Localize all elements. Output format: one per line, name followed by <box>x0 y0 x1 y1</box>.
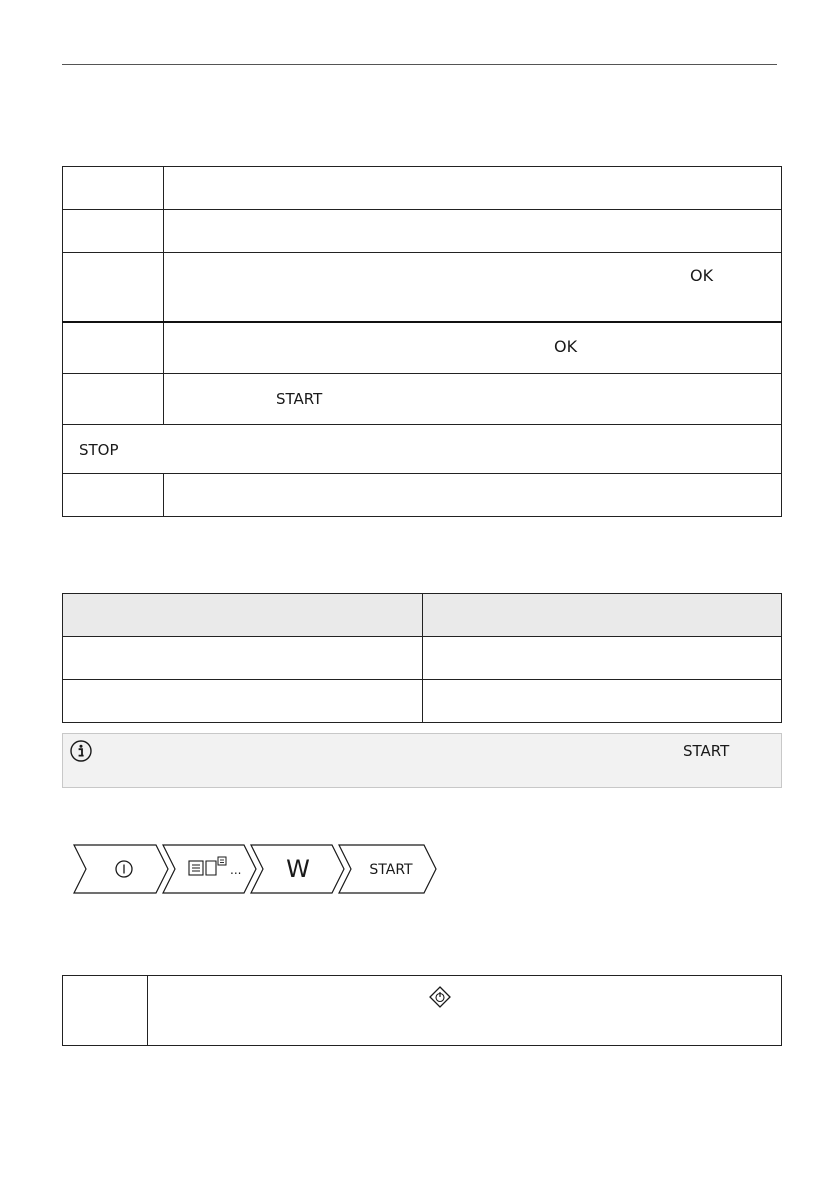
table-cell <box>63 637 423 680</box>
table-row <box>63 374 782 425</box>
step-number-cell <box>63 976 148 1046</box>
step-number-cell <box>63 474 164 517</box>
table-row <box>63 976 782 1046</box>
sequence-step-power <box>74 845 168 893</box>
start-diamond-icon <box>429 986 451 1008</box>
step-number-cell <box>63 322 164 374</box>
column-header <box>423 594 782 637</box>
ok-button-label: OK <box>690 266 714 285</box>
step-text-cell <box>148 976 782 1046</box>
start-button-label: START <box>276 390 323 408</box>
step-text-cell <box>164 253 782 323</box>
table-row <box>63 680 782 723</box>
stop-button-label: STOP <box>79 441 119 459</box>
step-number-cell <box>63 210 164 253</box>
table-row <box>63 210 782 253</box>
start-step-label: START <box>369 862 413 878</box>
step-text-cell <box>164 210 782 253</box>
step-number-cell <box>63 374 164 425</box>
sequence-step-start <box>339 845 436 893</box>
table-row <box>63 322 782 374</box>
table-cell <box>63 680 423 723</box>
table-row <box>63 253 782 323</box>
instructions-table <box>62 166 782 517</box>
table-header-row <box>63 594 782 637</box>
info-icon <box>70 740 92 762</box>
button-sequence <box>72 844 440 894</box>
full-width-cell <box>63 425 782 474</box>
table-row <box>63 167 782 210</box>
table-row <box>63 425 782 474</box>
w-step-label: W <box>286 855 310 883</box>
settings-table <box>62 593 782 723</box>
step-number-cell <box>63 167 164 210</box>
column-header <box>63 594 423 637</box>
sequence-step-w <box>251 845 344 893</box>
more-functions-label: ... <box>230 863 242 877</box>
final-step-table <box>62 975 782 1046</box>
step-text-cell <box>164 474 782 517</box>
header-rule <box>62 64 777 65</box>
sequence-step-functions <box>163 845 256 893</box>
table-row <box>63 474 782 517</box>
step-text-cell <box>164 322 782 374</box>
ok-button-label: OK <box>554 337 578 356</box>
info-note <box>62 733 782 788</box>
table-cell <box>423 680 782 723</box>
start-button-label: START <box>683 742 730 760</box>
table-row <box>63 637 782 680</box>
step-number-cell <box>63 253 164 323</box>
table-cell <box>423 637 782 680</box>
step-text-cell <box>164 374 782 425</box>
step-text-cell <box>164 167 782 210</box>
